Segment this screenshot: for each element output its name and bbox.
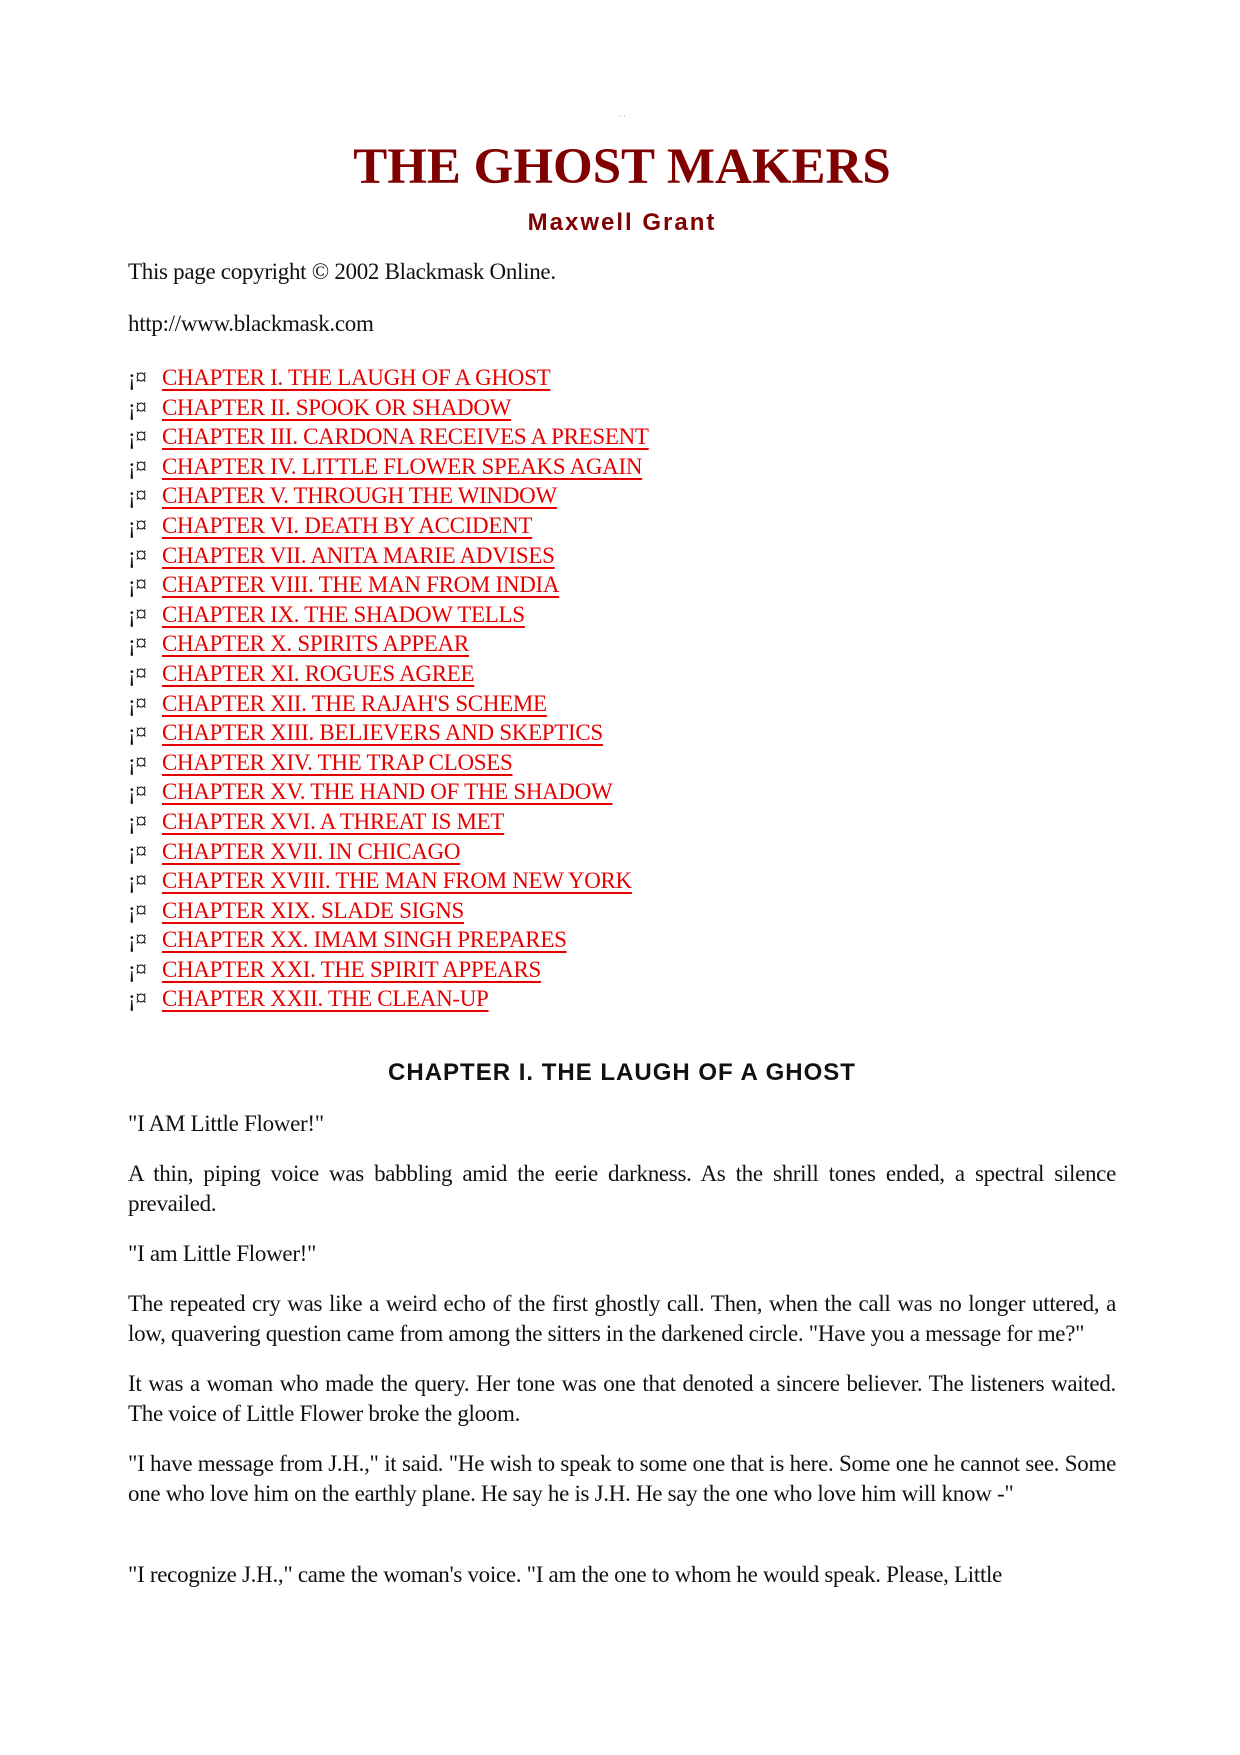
toc-link-chapter-20[interactable]: CHAPTER XX. IMAM SINGH PREPARES — [162, 927, 567, 953]
toc-link-chapter-1[interactable]: CHAPTER I. THE LAUGH OF A GHOST — [162, 365, 551, 390]
toc-link-chapter-2[interactable]: CHAPTER II. SPOOK OR SHADOW — [162, 394, 512, 420]
toc-item — [128, 481, 1116, 511]
toc-link-chapter-17[interactable]: CHAPTER XVII. IN CHICAGO — [162, 838, 461, 864]
toc-link-chapter-22[interactable]: CHAPTER XXII. THE CLEAN-UP — [162, 986, 489, 1012]
book-author: Maxwell Grant — [527, 209, 717, 236]
toc-link-chapter-12[interactable]: CHAPTER XII. THE RAJAH'S SCHEME — [162, 690, 547, 716]
toc-item — [128, 600, 1116, 630]
body-paragraph: A thin, piping voice was babbling amid the eerie darkness. As the shrill tones ended, a spectral silence prevailed. — [128, 1161, 1116, 1217]
toc-bullet: ¡¤ — [128, 868, 147, 894]
body-paragraph: "I AM Little Flower!" — [128, 1111, 324, 1137]
toc-bullet: ¡¤ — [128, 927, 147, 953]
table-of-contents — [128, 363, 1116, 1014]
toc-link-chapter-13[interactable]: CHAPTER XIII. BELIEVERS AND SKEPTICS — [162, 720, 603, 746]
toc-item — [128, 541, 1116, 571]
body-paragraph: "I am Little Flower!" — [128, 1241, 317, 1267]
toc-link-chapter-4[interactable]: CHAPTER IV. LITTLE FLOWER SPEAKS AGAIN — [162, 453, 643, 479]
chapter-heading: CHAPTER I. THE LAUGH OF A GHOST — [388, 1059, 856, 1087]
toc-link-chapter-18[interactable]: CHAPTER XVIII. THE MAN FROM NEW YORK — [162, 868, 632, 894]
toc-link-chapter-8[interactable]: CHAPTER VIII. THE MAN FROM INDIA — [162, 572, 560, 598]
toc-bullet: ¡¤ — [128, 986, 147, 1012]
body-paragraph: "I have message from J.H.," it said. "He wish to speak to some one that is here. Some one he cannot see. Some one who love him on the earthly plane. He say he is J.H. He say the one who love him will know -" — [128, 1451, 1116, 1507]
toc-item — [128, 866, 1116, 896]
copyright-notice: This page copyright © 2002 Blackmask Online. — [128, 259, 556, 284]
toc-link-chapter-7[interactable]: CHAPTER VII. ANITA MARIE ADVISES — [162, 542, 555, 568]
document-page — [128, 112, 1116, 1590]
toc-bullet: ¡¤ — [128, 394, 147, 420]
toc-link-chapter-16[interactable]: CHAPTER XVI. A THREAT IS MET — [162, 808, 505, 834]
toc-link-chapter-10[interactable]: CHAPTER X. SPIRITS APPEAR — [162, 631, 469, 657]
source-url: http://www.blackmask.com — [128, 311, 374, 336]
top-mark: · · — [618, 112, 626, 121]
toc-bullet: ¡¤ — [128, 808, 147, 834]
toc-link-chapter-11[interactable]: CHAPTER XI. ROGUES AGREE — [162, 660, 475, 686]
toc-item — [128, 955, 1116, 985]
toc-bullet: ¡¤ — [128, 838, 147, 864]
toc-bullet: ¡¤ — [128, 631, 147, 657]
toc-item — [128, 511, 1116, 541]
toc-bullet: ¡¤ — [128, 512, 147, 538]
toc-bullet: ¡¤ — [128, 779, 147, 805]
toc-bullet: ¡¤ — [128, 749, 147, 775]
toc-item — [128, 984, 1116, 1014]
toc-item — [128, 896, 1116, 926]
toc-bullet: ¡¤ — [128, 660, 147, 686]
toc-item — [128, 807, 1116, 837]
toc-item — [128, 837, 1116, 867]
toc-bullet: ¡¤ — [128, 690, 147, 716]
toc-item — [128, 748, 1116, 778]
toc-item — [128, 629, 1116, 659]
toc-link-chapter-15[interactable]: CHAPTER XV. THE HAND OF THE SHADOW — [162, 779, 613, 805]
toc-bullet: ¡¤ — [128, 483, 147, 509]
toc-link-chapter-19[interactable]: CHAPTER XIX. SLADE SIGNS — [162, 897, 465, 923]
toc-link-chapter-21[interactable]: CHAPTER XXI. THE SPIRIT APPEARS — [162, 956, 542, 982]
body-paragraph: The repeated cry was like a weird echo of the first ghostly call. Then, when the call was no longer uttered, a low, quavering question came from among the sitters in the darkened circle. "Have you a message for me?" — [128, 1291, 1116, 1347]
toc-bullet: ¡¤ — [128, 601, 147, 627]
toc-item — [128, 452, 1116, 482]
toc-bullet: ¡¤ — [128, 424, 147, 450]
toc-bullet: ¡¤ — [128, 956, 147, 982]
toc-link-chapter-3[interactable]: CHAPTER III. CARDONA RECEIVES A PRESENT — [162, 424, 649, 450]
toc-item — [128, 570, 1116, 600]
toc-item — [128, 689, 1116, 719]
toc-item — [128, 718, 1116, 748]
body-paragraph: "I recognize J.H.," came the woman's voice. "I am the one to whom he would speak. Please, Little — [128, 1562, 1003, 1588]
toc-bullet: ¡¤ — [128, 720, 147, 746]
toc-link-chapter-5[interactable]: CHAPTER V. THROUGH THE WINDOW — [162, 483, 557, 509]
toc-item — [128, 393, 1116, 423]
toc-item — [128, 777, 1116, 807]
toc-bullet: ¡¤ — [128, 572, 147, 598]
toc-link-chapter-14[interactable]: CHAPTER XIV. THE TRAP CLOSES — [162, 749, 513, 775]
body-paragraph: It was a woman who made the query. Her tone was one that denoted a sincere believer. The listeners waited. The voice of Little Flower broke the gloom. — [128, 1371, 1116, 1427]
toc-bullet: ¡¤ — [128, 365, 147, 390]
toc-item — [128, 363, 1116, 393]
book-title: THE GHOST MAKERS — [353, 139, 891, 195]
toc-bullet: ¡¤ — [128, 542, 147, 568]
toc-link-chapter-9[interactable]: CHAPTER IX. THE SHADOW TELLS — [162, 601, 525, 627]
toc-bullet: ¡¤ — [128, 897, 147, 923]
toc-item — [128, 422, 1116, 452]
toc-link-chapter-6[interactable]: CHAPTER VI. DEATH BY ACCIDENT — [162, 512, 533, 538]
toc-item — [128, 659, 1116, 689]
toc-bullet: ¡¤ — [128, 453, 147, 479]
toc-item — [128, 925, 1116, 955]
